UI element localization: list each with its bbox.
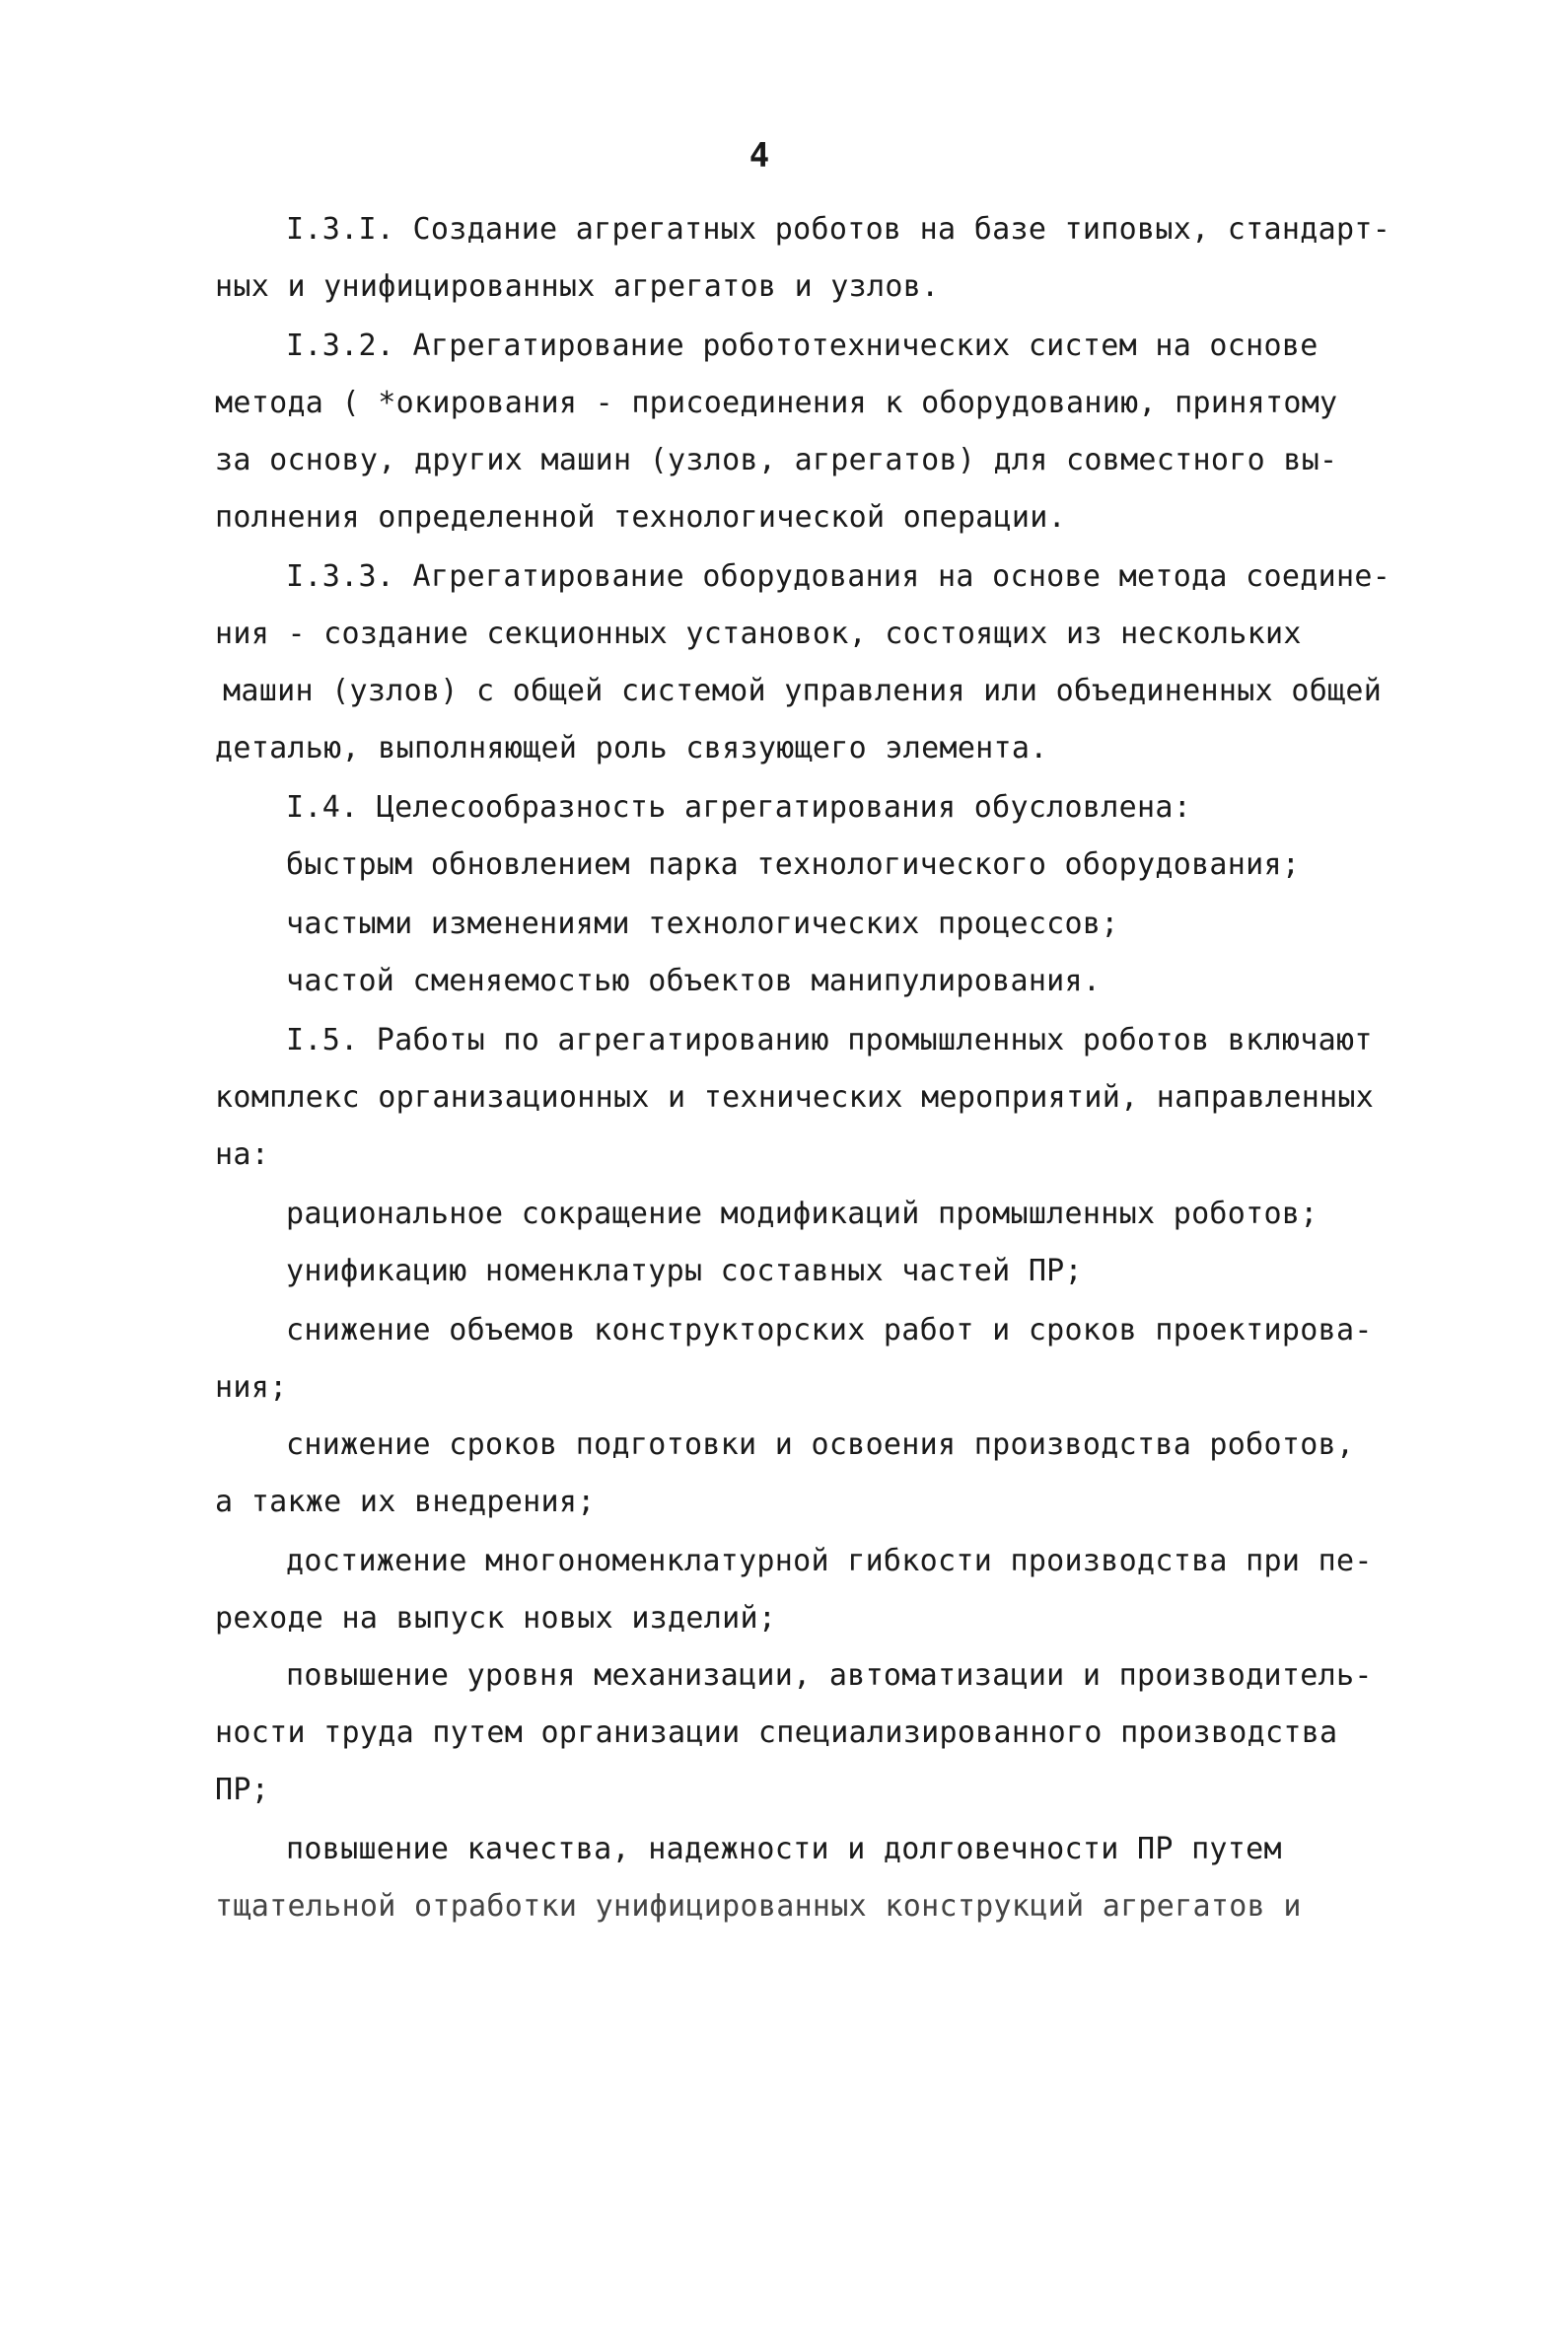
text-line: снижение сроков подготовки и освоения производства роботов, (286, 1427, 1355, 1462)
page-number: 4 (748, 136, 770, 176)
text-line: ных и унифицированных агрегатов и узлов. (215, 269, 940, 304)
text-line: полнения определенной технологической операции. (215, 500, 1066, 535)
text-line: деталью, выполняющей роль связующего элемента. (215, 731, 1048, 765)
text-line: частыми изменениями технологических процессов; (286, 907, 1119, 941)
text-line: I.3.3. Агрегатирование оборудования на основе метода соедине- (286, 559, 1391, 594)
text-line: I.4. Целесообразность агрегатирования обусловлена: (286, 790, 1192, 825)
text-line: а также их внедрения; (215, 1485, 596, 1519)
text-line: ПР; (215, 1773, 270, 1807)
text-line: метода ( *окирования - присоединения к оборудованию, принятому (215, 386, 1338, 420)
text-line: унификацию номенклатуры составных частей ПР; (286, 1254, 1083, 1288)
text-line: I.3.I. Создание агрегатных роботов на базе типовых, стандарт- (286, 212, 1391, 247)
text-line: ности труда путем организации специализированного производства (215, 1715, 1338, 1750)
text-line: комплекс организационных и технических мероприятий, направленных (215, 1080, 1375, 1115)
text-line: достижение многономенклатурной гибкости производства при пе- (286, 1544, 1373, 1578)
text-line: снижение объемов конструкторских работ и сроков проектирова- (286, 1313, 1373, 1348)
text-line: повышение качества, надежности и долговечности ПР путем (286, 1832, 1282, 1866)
text-line: повышение уровня механизации, автоматизации и производитель- (286, 1658, 1373, 1693)
text-line: на: (215, 1137, 270, 1172)
text-line: машин (узлов) с общей системой управления или объединенных общей (223, 674, 1383, 708)
text-line: за основу, других машин (узлов, агрегатов) для совместного вы- (215, 443, 1338, 477)
text-line: тщательной отработки унифицированных конструкций агрегатов и (215, 1889, 1302, 1924)
text-line: частой сменяемостью объектов манипулирования. (286, 964, 1102, 998)
text-line: I.3.2. Агрегатирование робототехнических систем на основе (286, 328, 1319, 363)
text-line: ния; (215, 1370, 288, 1405)
text-line: рациональное сокращение модификаций промышленных роботов; (286, 1197, 1319, 1231)
text-line: быстрым обновлением парка технологического оборудования; (286, 847, 1301, 882)
text-line: реходе на выпуск новых изделий; (215, 1601, 777, 1636)
text-line: I.5. Работы по агрегатированию промышленных роботов включают (286, 1023, 1373, 1057)
text-line: ния - создание секционных установок, состоящих из нескольких (215, 617, 1302, 651)
